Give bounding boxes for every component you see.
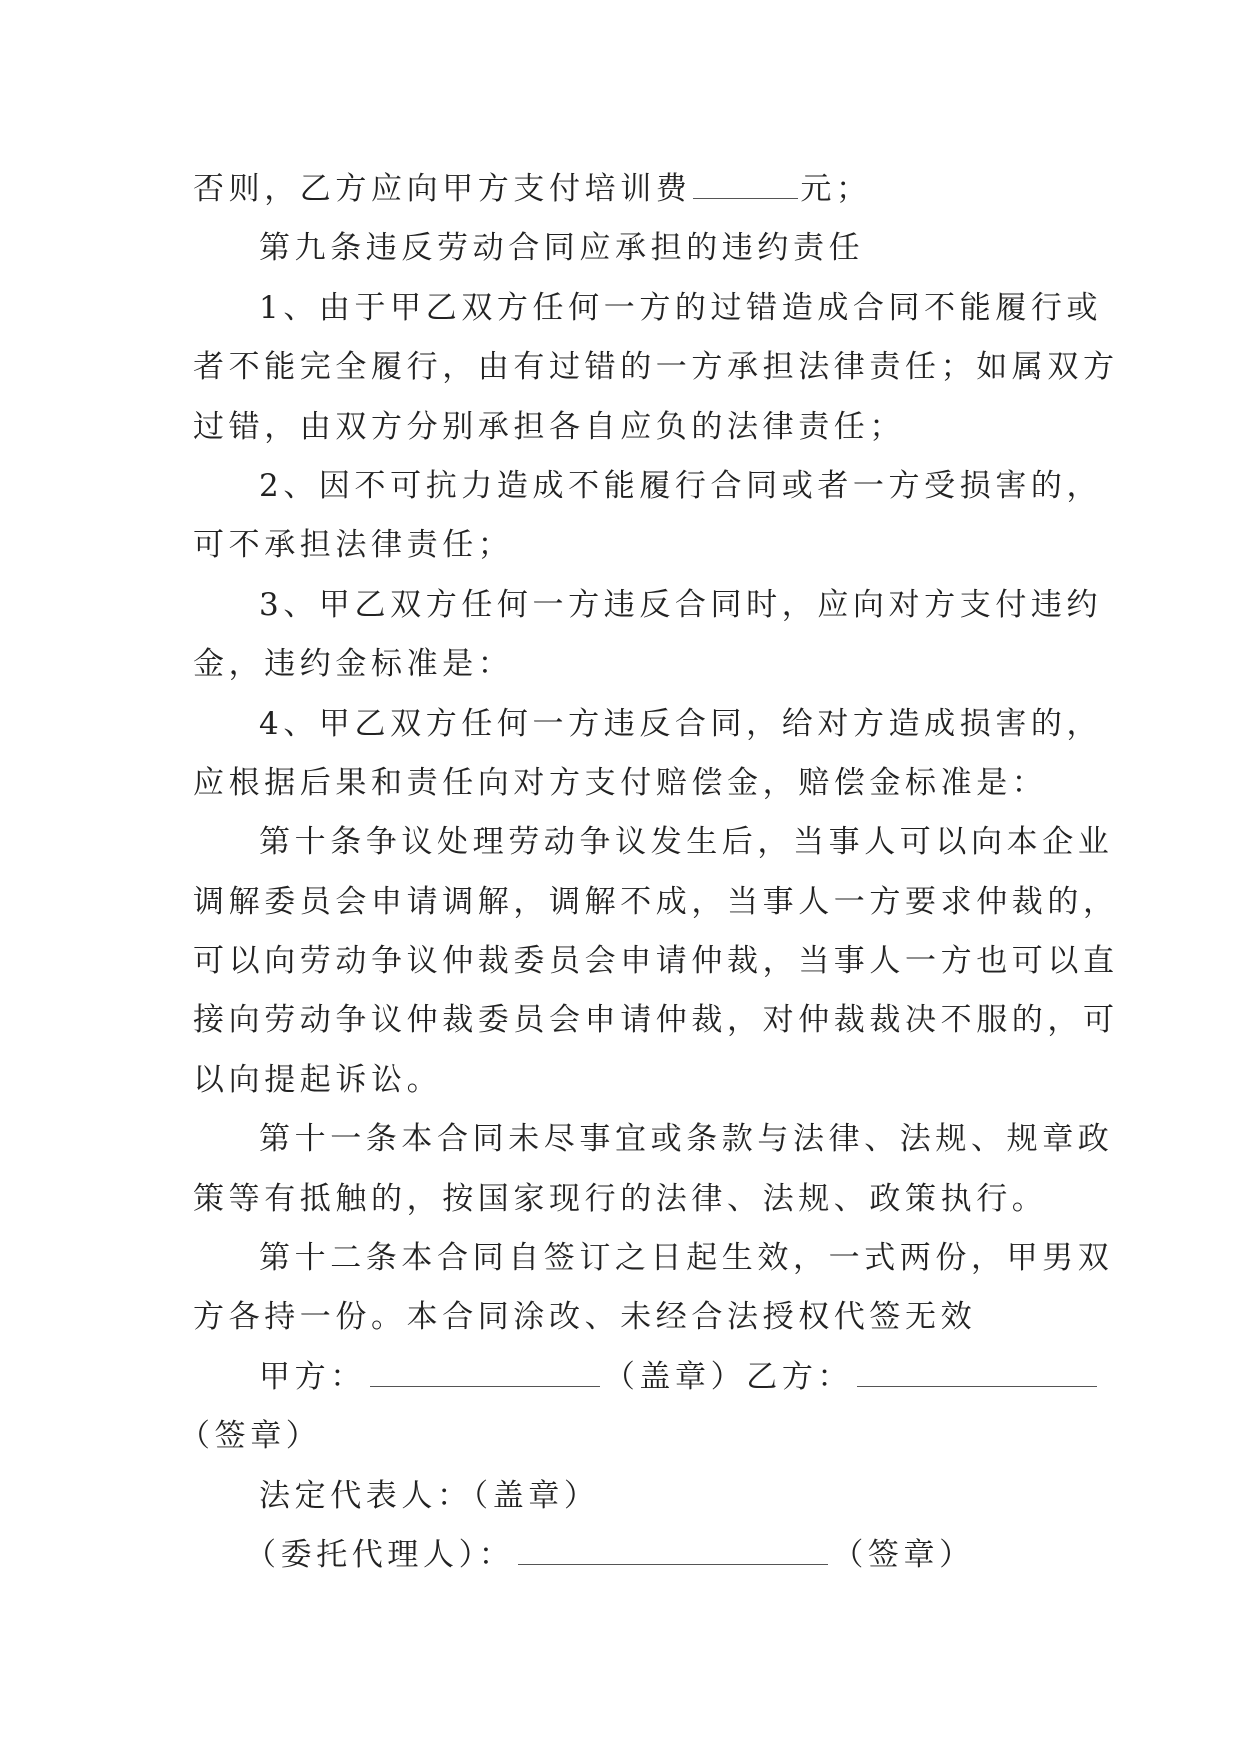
document-body xyxy=(179,160,1119,1585)
text-line-content: 第十一条本合同未尽事宜或条款与法律、法规、规章政 xyxy=(259,1121,1114,1158)
text-line-content: 以向提起诉讼。 xyxy=(193,1061,443,1098)
party-b-blank[interactable] xyxy=(857,1362,1097,1387)
text-line xyxy=(193,219,1051,278)
legal-rep-label: 法定代表人：（盖章） xyxy=(259,1477,600,1514)
text-line xyxy=(193,813,1114,872)
text-line xyxy=(193,516,1051,575)
agent-sign-label: （签章） xyxy=(832,1536,975,1573)
text-line xyxy=(193,1288,1051,1347)
text-line xyxy=(193,754,1051,813)
text-line-content: 过错，由双方分别承担各自应负的法律责任； xyxy=(193,408,905,445)
party-b-sign-label: （签章） xyxy=(179,1418,322,1455)
text-line-content: 2、因不可抗力造成不能履行合同或者一方受损害的， xyxy=(259,467,1103,504)
text-line-suffix: 元； xyxy=(800,171,872,207)
party-a-label: 甲方： xyxy=(259,1358,366,1395)
text-line-content: 方各持一份。本合同涂改、未经合法授权代签无效 xyxy=(193,1299,977,1336)
text-line-content: 接向劳动争议仲裁委员会申请仲裁，对仲裁裁决不服的，可 xyxy=(193,1002,1119,1039)
text-line-content: 否则，乙方应向甲方支付培训费 xyxy=(193,171,692,207)
signature-parties-line xyxy=(193,1348,1051,1407)
text-line xyxy=(193,1110,1114,1169)
text-line xyxy=(193,1051,1051,1110)
text-line xyxy=(193,695,1103,754)
text-line-content: 4、甲乙双方任何一方违反合同，给对方造成损害的， xyxy=(259,705,1103,742)
party-b-label: 乙方： xyxy=(746,1358,854,1395)
text-line xyxy=(193,338,1119,397)
legal-rep-line xyxy=(193,1467,1051,1526)
signature-sign-line xyxy=(179,1407,1051,1466)
text-line-content: 者不能完全履行，由有过错的一方承担法律责任；如属双方 xyxy=(193,349,1119,386)
text-line xyxy=(193,398,1051,457)
text-line xyxy=(193,279,1103,338)
agent-line xyxy=(193,1526,1051,1585)
text-line xyxy=(193,160,1051,219)
text-line-content: 可以向劳动争议仲裁委员会申请仲裁，当事人一方也可以直 xyxy=(193,943,1119,980)
text-line xyxy=(193,576,1103,635)
text-line-content: 第十二条本合同自签订之日起生效，一式两份，甲男双 xyxy=(259,1240,1114,1277)
text-line-content: 应根据后果和责任向对方支付赔偿金，赔偿金标准是： xyxy=(193,764,1048,801)
text-line xyxy=(193,635,1051,694)
text-line-content: 第十条争议处理劳动争议发生后，当事人可以向本企业 xyxy=(259,824,1114,861)
text-line xyxy=(193,457,1103,516)
party-a-blank[interactable] xyxy=(370,1362,600,1387)
text-line-content: 1、由于甲乙双方任何一方的过错造成合同不能履行或 xyxy=(259,289,1103,326)
text-line-content: 3、甲乙双方任何一方违反合同时，应向对方支付违约 xyxy=(259,586,1103,623)
text-line-content: 策等有抵触的，按国家现行的法律、法规、政策执行。 xyxy=(193,1180,1048,1217)
text-line xyxy=(193,873,1119,932)
text-line-content: 第九条违反劳动合同应承担的违约责任 xyxy=(259,230,865,267)
text-line xyxy=(193,932,1119,991)
text-line-content: 可不承担法律责任； xyxy=(193,527,514,564)
fill-in-blank[interactable] xyxy=(693,174,798,199)
text-line-content: 金，违约金标准是： xyxy=(193,646,514,683)
text-line xyxy=(193,991,1119,1050)
agent-label: （委托代理人）： xyxy=(245,1536,515,1573)
text-line xyxy=(193,1229,1114,1288)
text-line xyxy=(193,1170,1051,1229)
party-a-seal-label: （盖章） xyxy=(603,1358,747,1395)
agent-blank[interactable] xyxy=(518,1540,828,1565)
text-line-content: 调解委员会申请调解，调解不成，当事人一方要求仲裁的， xyxy=(193,883,1119,920)
